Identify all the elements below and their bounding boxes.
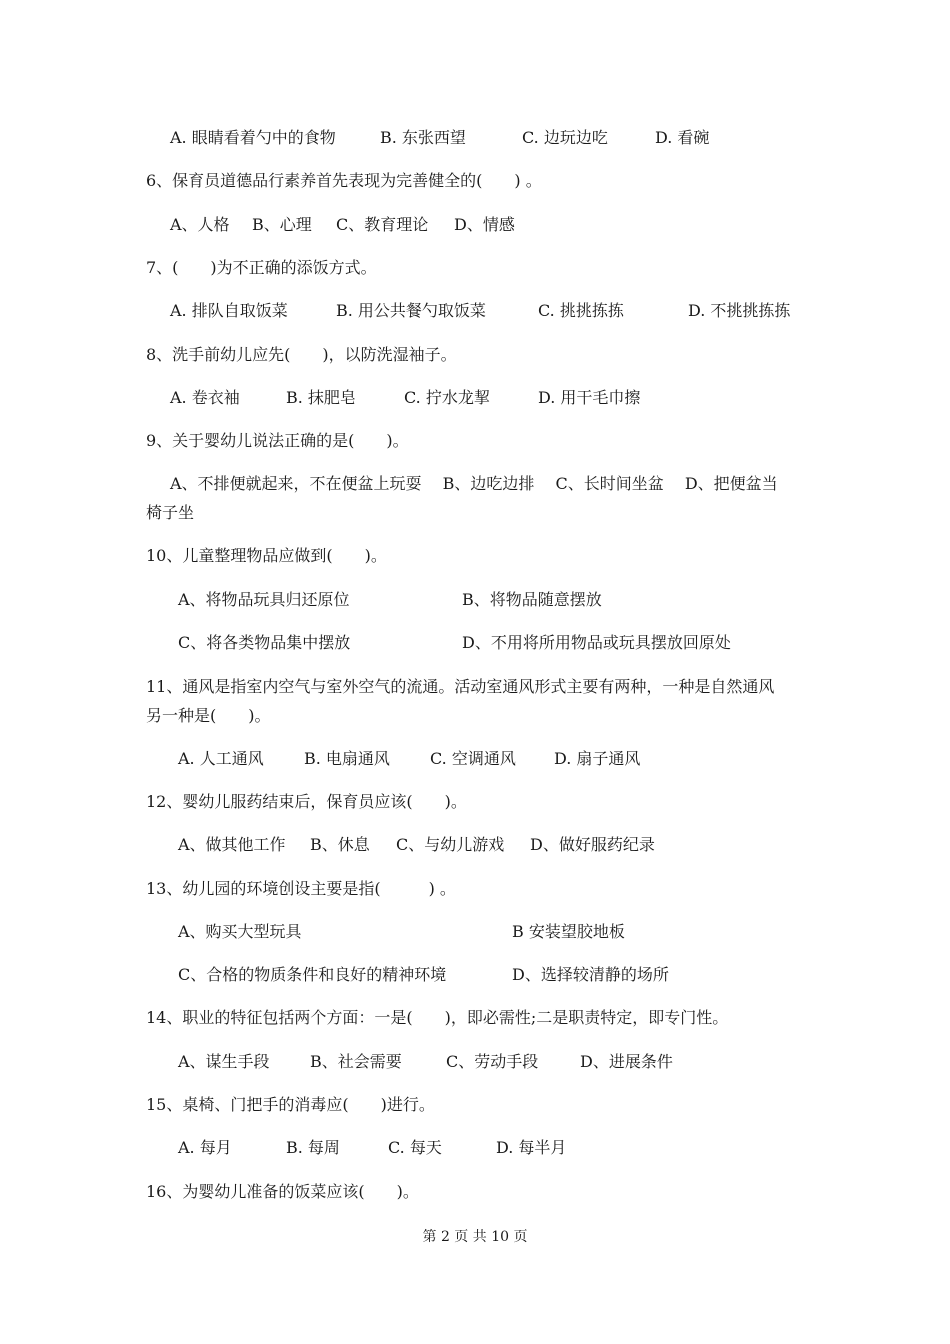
q7-option-d: D. 不挑挑拣拣 bbox=[688, 301, 791, 320]
q6-option-d: D、情感 bbox=[454, 215, 515, 234]
page-number-footer: 第 2 页 共 10 页 bbox=[422, 1229, 528, 1245]
q6-option-c: C、教育理论 bbox=[336, 215, 429, 234]
q14-option-d: D、进展条件 bbox=[580, 1052, 673, 1071]
q15-option-a: A. 每月 bbox=[178, 1138, 232, 1157]
q11-option-a: A. 人工通风 bbox=[178, 749, 264, 768]
q12-option-c: C、与幼儿游戏 bbox=[396, 835, 505, 854]
q7-option-b: B. 用公共餐勺取饭菜 bbox=[336, 301, 486, 320]
q6-stem: 6、保育员道德品行素养首先表现为完善健全的( ) 。 bbox=[146, 171, 542, 190]
q10-option-c: C、将各类物品集中摆放 bbox=[178, 633, 351, 652]
q12-option-b: B、休息 bbox=[310, 835, 370, 854]
q5-option-c: C. 边玩边吃 bbox=[522, 128, 608, 147]
q10-option-b: B、将物品随意摆放 bbox=[462, 590, 602, 609]
q8-option-d: D. 用干毛巾擦 bbox=[538, 388, 641, 407]
q14-stem: 14、职业的特征包括两个方面：一是( )，即必需性;二是职责特定，即专门性。 bbox=[146, 1008, 729, 1027]
q13-option-c: C、合格的物质条件和良好的精神环境 bbox=[178, 965, 447, 984]
q9-stem: 9、关于婴幼儿说法正确的是( )。 bbox=[146, 431, 409, 450]
q16-stem: 16、为婴幼儿准备的饭菜应该( )。 bbox=[146, 1182, 419, 1201]
q9-options-line2: 椅子坐 bbox=[146, 503, 195, 522]
q11-stem-line1: 11、通风是指室内空气与室外空气的流通。活动室通风形式主要有两种，一种是自然通风 bbox=[146, 677, 775, 696]
q15-option-c: C. 每天 bbox=[388, 1138, 442, 1157]
q12-stem: 12、婴幼儿服药结束后，保育员应该( )。 bbox=[146, 792, 467, 811]
q12-option-d: D、做好服药纪录 bbox=[530, 835, 655, 854]
q8-option-b: B. 抹肥皂 bbox=[286, 388, 356, 407]
q6-option-b: B、心理 bbox=[252, 215, 312, 234]
q5-option-b: B. 东张西望 bbox=[380, 128, 466, 147]
q10-stem: 10、儿童整理物品应做到( )。 bbox=[146, 546, 387, 565]
q14-option-b: B、社会需要 bbox=[310, 1052, 402, 1071]
q11-option-d: D. 扇子通风 bbox=[554, 749, 641, 768]
q14-option-a: A、谋生手段 bbox=[178, 1052, 270, 1071]
q6-option-a: A、人格 bbox=[170, 215, 230, 234]
q9-options-line1: A、不排便就起来，不在便盆上玩耍 B、边吃边排 C、长时间坐盆 D、把便盆当 bbox=[170, 474, 778, 493]
q7-option-a: A. 排队自取饭菜 bbox=[170, 301, 288, 320]
q7-stem: 7、( )为不正确的添饭方式。 bbox=[146, 258, 377, 277]
q8-option-c: C. 拧水龙挈 bbox=[404, 388, 490, 407]
q13-option-d: D、选择较清静的场所 bbox=[512, 965, 669, 984]
q13-stem: 13、幼儿园的环境创设主要是指( ) 。 bbox=[146, 879, 456, 898]
q11-option-c: C. 空调通风 bbox=[430, 749, 516, 768]
q5-option-d: D. 看碗 bbox=[655, 128, 710, 147]
q14-option-c: C、劳动手段 bbox=[446, 1052, 539, 1071]
q15-stem: 15、桌椅、门把手的消毒应( )进行。 bbox=[146, 1095, 435, 1114]
q12-option-a: A、做其他工作 bbox=[178, 835, 286, 854]
q5-option-a: A. 眼睛看着勺中的食物 bbox=[170, 128, 336, 147]
q13-option-b: B 安装望胶地板 bbox=[512, 922, 625, 941]
q11-option-b: B. 电扇通风 bbox=[304, 749, 390, 768]
q7-option-c: C. 挑挑拣拣 bbox=[538, 301, 624, 320]
q13-option-a: A、购买大型玩具 bbox=[178, 922, 302, 941]
q8-stem: 8、洗手前幼儿应先( )，以防洗湿袖子。 bbox=[146, 345, 457, 364]
q15-option-b: B. 每周 bbox=[286, 1138, 340, 1157]
q15-option-d: D. 每半月 bbox=[496, 1138, 567, 1157]
q10-option-d: D、不用将所用物品或玩具摆放回原处 bbox=[462, 633, 731, 652]
q10-option-a: A、将物品玩具归还原位 bbox=[178, 590, 350, 609]
q8-option-a: A. 卷衣袖 bbox=[170, 388, 240, 407]
q11-stem-line2: 另一种是( )。 bbox=[146, 706, 271, 725]
